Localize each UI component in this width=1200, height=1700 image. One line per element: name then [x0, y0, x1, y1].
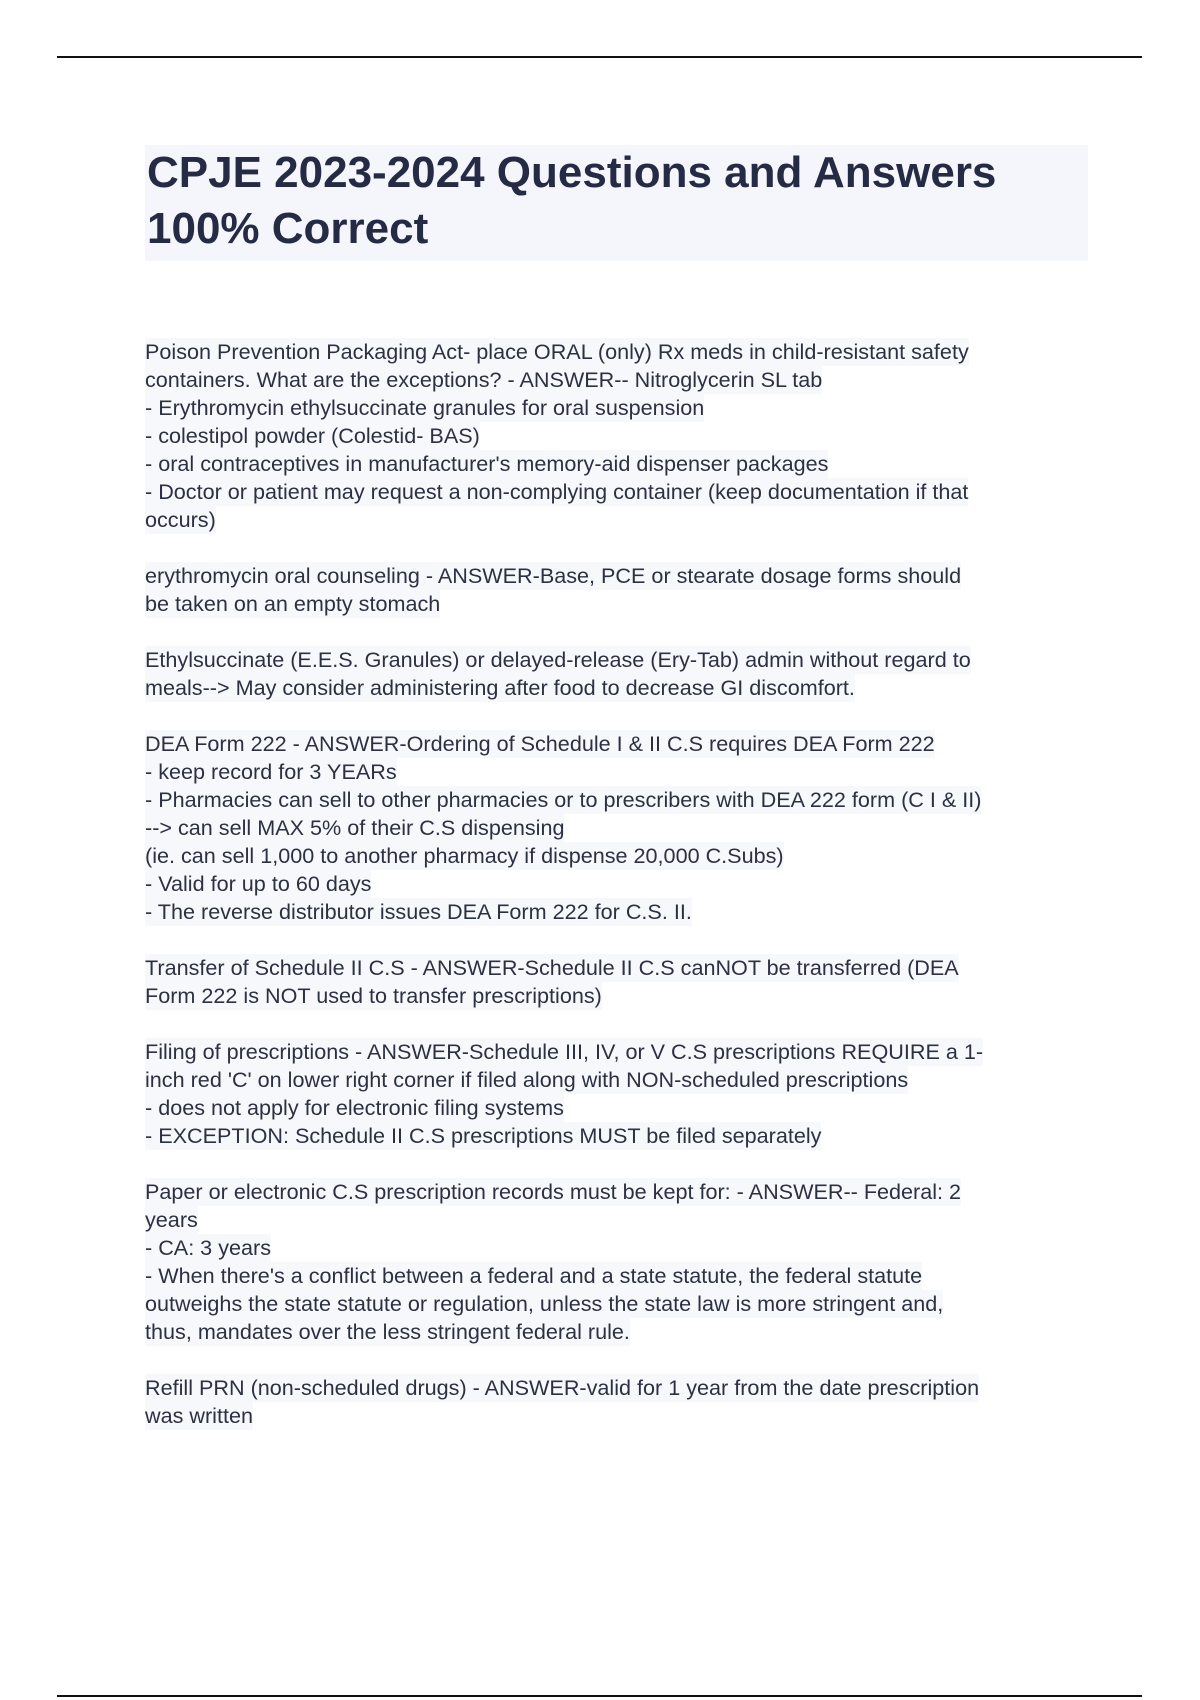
qa-entry-schedule-ii-transfer [145, 954, 1105, 1010]
entry-line: was written [145, 1403, 254, 1428]
entry-line: Refill PRN (non-scheduled drugs) - ANSWER-valid for 1 year from the date prescription [145, 1375, 980, 1400]
entry-line: meals--> May consider administering after food to decrease GI discomfort. [145, 675, 855, 700]
entry-line: - oral contraceptives in manufacturer's memory-aid dispenser packages [145, 451, 829, 476]
entry-line: Filing of prescriptions - ANSWER-Schedule III, IV, or V C.S prescriptions REQUIRE a 1- [145, 1039, 984, 1064]
top-divider [57, 56, 1142, 58]
entry-line: Transfer of Schedule II C.S - ANSWER-Schedule II C.S canNOT be transferred (DEA [145, 955, 959, 980]
entry-line: - Pharmacies can sell to other pharmacies or to prescribers with DEA 222 form (C I & II) [145, 787, 982, 812]
qa-list [145, 338, 1105, 1458]
entry-line: outweighs the state statute or regulation, unless the state law is more stringent and, [145, 1291, 944, 1316]
qa-entry-erythromycin-counseling [145, 562, 1105, 618]
entry-line: - EXCEPTION: Schedule II C.S prescriptions MUST be filed separately [145, 1123, 822, 1148]
qa-entry-dea-form-222 [145, 730, 1105, 926]
entry-line: --> can sell MAX 5% of their C.S dispensing [145, 815, 565, 840]
entry-line: DEA Form 222 - ANSWER-Ordering of Schedule I & II C.S requires DEA Form 222 [145, 731, 935, 756]
qa-entry-filing-prescriptions [145, 1038, 1105, 1150]
qa-entry-poison-prevention [145, 338, 1105, 534]
entry-line: Ethylsuccinate (E.E.S. Granules) or delayed-release (Ery-Tab) admin without regard to [145, 647, 971, 672]
entry-line: - Doctor or patient may request a non-complying container (keep documentation if that [145, 479, 969, 504]
entry-line: occurs) [145, 507, 216, 532]
entry-line: thus, mandates over the less stringent federal rule. [145, 1319, 630, 1344]
entry-line: erythromycin oral counseling - ANSWER-Base, PCE or stearate dosage forms should [145, 563, 962, 588]
entry-line: inch red 'C' on lower right corner if filed along with NON-scheduled prescriptions [145, 1067, 909, 1092]
entry-line: (ie. can sell 1,000 to another pharmacy if dispense 20,000 C.Subs) [145, 843, 784, 868]
entry-line: - does not apply for electronic filing systems [145, 1095, 564, 1120]
entry-line: - keep record for 3 YEARs [145, 759, 397, 784]
entry-line: Form 222 is NOT used to transfer prescriptions) [145, 983, 602, 1008]
entry-line: - Valid for up to 60 days [145, 871, 372, 896]
document-title [145, 145, 1088, 261]
qa-entry-refill-prn [145, 1374, 1105, 1430]
entry-line: - Erythromycin ethylsuccinate granules for oral suspension [145, 395, 705, 420]
qa-entry-record-retention [145, 1178, 1105, 1346]
entry-line: Poison Prevention Packaging Act- place ORAL (only) Rx meds in child-resistant safety [145, 339, 969, 364]
bottom-divider [57, 1695, 1142, 1697]
entry-line: be taken on an empty stomach [145, 591, 441, 616]
entry-line: Paper or electronic C.S prescription records must be kept for: - ANSWER-- Federal: 2 [145, 1179, 962, 1204]
entry-line: - colestipol powder (Colestid- BAS) [145, 423, 480, 448]
title-line-1: CPJE 2023-2024 Questions and Answers [147, 148, 997, 197]
qa-entry-ethylsuccinate [145, 646, 1105, 702]
entry-line: - CA: 3 years [145, 1235, 271, 1260]
title-line-2: 100% Correct [147, 204, 429, 253]
entry-line: containers. What are the exceptions? - ANSWER-- Nitroglycerin SL tab [145, 367, 823, 392]
entry-line: years [145, 1207, 198, 1232]
entry-line: - The reverse distributor issues DEA Form 222 for C.S. II. [145, 899, 692, 924]
entry-line: - When there's a conflict between a federal and a state statute, the federal statute [145, 1263, 923, 1288]
